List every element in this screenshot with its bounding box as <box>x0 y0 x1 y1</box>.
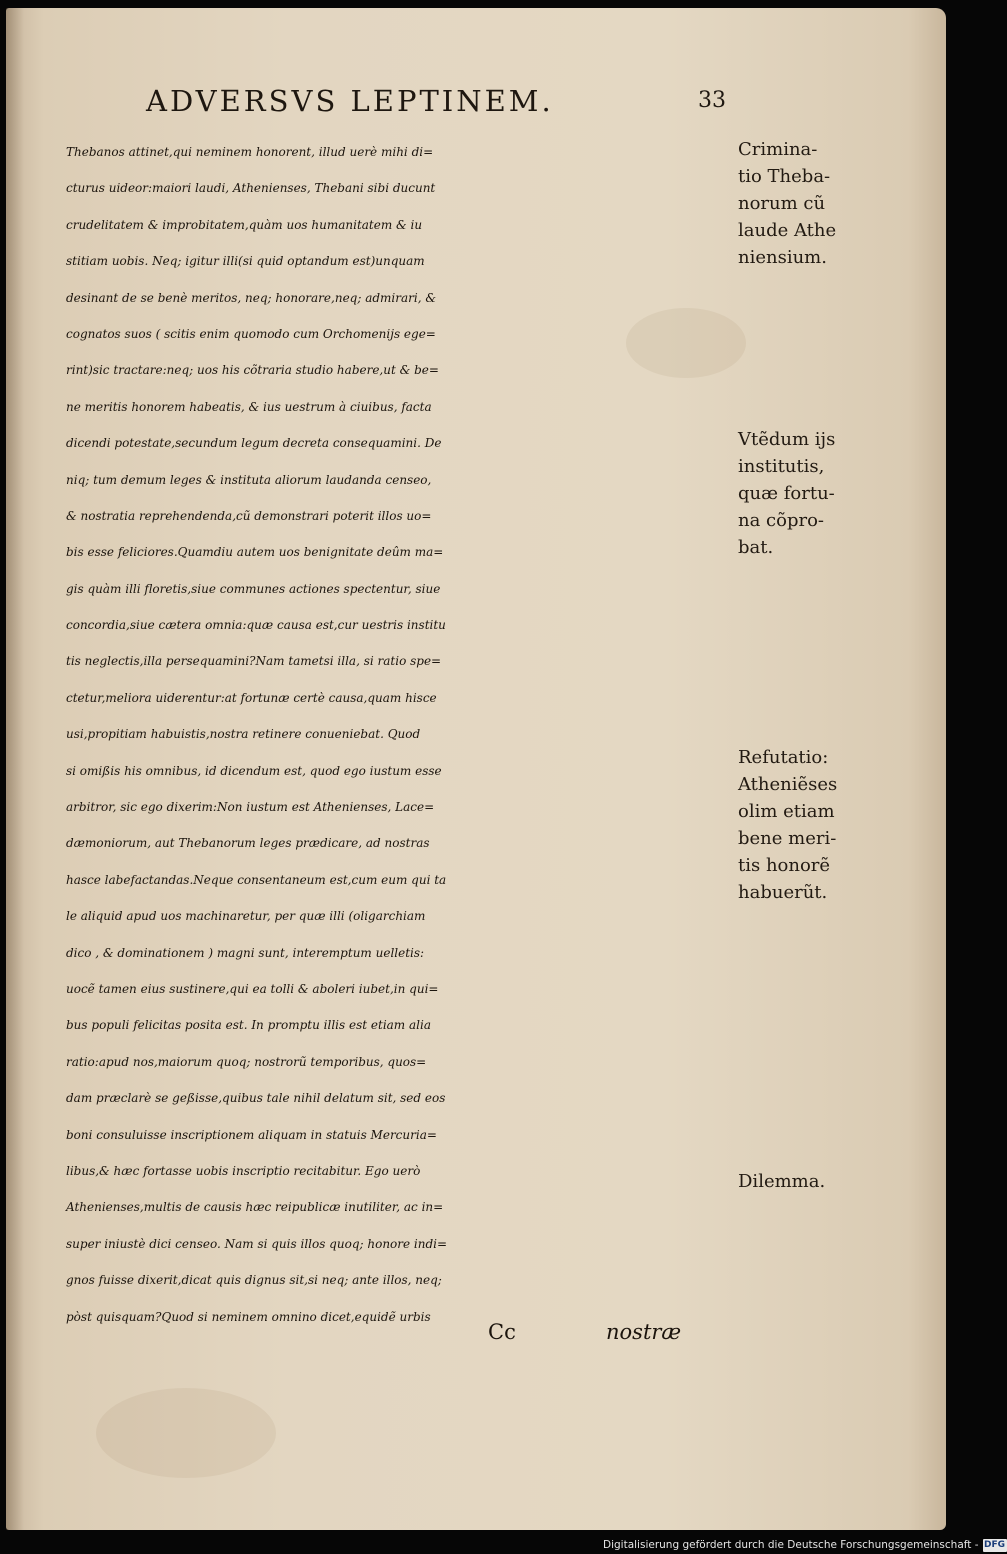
marginal-line: Atheniẽses <box>738 774 838 795</box>
credit-text: Digitalisierung gefördert durch die Deutsche Forschungsgemeinschaft - <box>603 1539 979 1551</box>
text-line: Thebanos attinet,qui neminem honorent, illud uerè mihi di= <box>66 145 434 159</box>
signature-mark: Cc <box>488 1320 516 1344</box>
digitization-credit <box>603 1537 1007 1553</box>
text-line: si omißis his omnibus, id dicendum est, quod ego iustum esse <box>66 763 442 778</box>
marginal-line: laude Athe <box>738 220 837 241</box>
text-line: boni consuluisse inscriptionem aliquam in statuis Mercuria= <box>66 1127 437 1142</box>
marginal-line: olim etiam <box>738 801 835 822</box>
book-page <box>6 8 946 1530</box>
text-line: dico , & dominationem ) magni sunt, interemptum uelletis: <box>66 945 425 960</box>
gutter-shadow <box>6 8 24 1530</box>
marginal-note-utendum <box>738 426 938 561</box>
text-line: dæmoniorum, aut Thebanorum leges prædicare, ad nostras <box>66 836 430 851</box>
marginal-note-dilemma <box>738 1168 938 1195</box>
text-line: bis esse feliciores.Quamdiu autem uos benignitate deûm ma= <box>66 545 444 560</box>
text-line: & nostratia reprehendenda,cũ demonstrari poterit illos uo= <box>66 508 432 523</box>
paper-stain <box>96 1388 276 1478</box>
text-line: niq; tum demum leges & instituta aliorum laudanda censeo, <box>66 472 432 487</box>
text-line: bus populi felicitas posita est. In promptu illis est etiam alia <box>66 1018 431 1033</box>
text-line: super iniustè dici censeo. Nam si quis illos quoq; honore indi= <box>66 1236 448 1251</box>
marginal-line: institutis, <box>738 456 825 477</box>
marginal-note-refutatio <box>738 744 938 906</box>
text-line: dam præclarè se geßisse,quibus tale nihil delatum sit, sed eos <box>66 1091 446 1106</box>
marginal-line: tis honorẽ <box>738 855 831 876</box>
text-line: usi,propitiam habuistis,nostra retinere conueniebat. Quod <box>66 727 421 742</box>
text-line: ctetur,meliora uiderentur:at fortunæ certè causa,quam hisce <box>66 690 437 705</box>
text-line: rint)sic tractare:neq; uos his cõtraria studio habere,ut & be= <box>66 363 439 378</box>
page-number: 33 <box>698 88 726 113</box>
marginal-line: bene meri- <box>738 828 837 849</box>
main-text-column <box>66 134 726 1335</box>
text-line: gis quàm illi floretis,siue communes actiones spectentur, siue <box>66 581 441 596</box>
text-line: cturus uideor:maiori laudi, Athenienses, Thebani sibi ducunt <box>66 181 436 196</box>
text-line: arbitror, sic ego dixerim:Non iustum est Athenienses, Lace= <box>66 800 435 815</box>
running-head: ADVERSVS LEPTINEM. <box>146 84 554 118</box>
text-line: ratio:apud nos,maiorum quoq; nostrorũ temporibus, quos= <box>66 1054 427 1069</box>
text-line: concordia,siue cætera omnia:quæ causa est,cur uestris institu <box>66 618 446 633</box>
text-line: Athenienses,multis de causis hæc reipublicæ inutiliter, ac in= <box>66 1200 444 1215</box>
marginal-line: norum cũ <box>738 193 826 214</box>
text-line: tis neglectis,illa persequamini?Nam tametsi illa, si ratio spe= <box>66 654 442 669</box>
text-line: hasce labefactandas.Neque consentaneum est,cum eum qui ta <box>66 872 447 887</box>
catchword: nostræ <box>606 1320 682 1344</box>
text-line: dicendi potestate,secundum legum decreta consequamini. De <box>66 436 442 451</box>
marginal-line: Dilemma. <box>738 1171 826 1192</box>
text-line: libus,& hæc fortasse uobis inscriptio recitabitur. Ego uerò <box>66 1163 421 1178</box>
text-line: gnos fuisse dixerit,dicat quis dignus sit,si neq; ante illos, neq; <box>66 1273 442 1288</box>
text-line: crudelitatem & improbitatem,quàm uos humanitatem & iu <box>66 217 423 232</box>
marginal-note-crimina <box>738 136 938 271</box>
marginal-line: tio Theba- <box>738 166 831 187</box>
text-line: le aliquid apud uos machinaretur, per quæ illi (oligarchiam <box>66 909 426 924</box>
marginal-line: Crimina- <box>738 139 818 160</box>
marginal-line: quæ fortu- <box>738 483 835 504</box>
marginal-line: habuerũt. <box>738 882 828 903</box>
text-line: desinant de se benè meritos, neq; honorare,neq; admirari, & <box>66 290 437 305</box>
text-line: ne meritis honorem habeatis, & ius uestrum à ciuibus, facta <box>66 399 432 414</box>
text-line: uocẽ tamen eius sustinere,qui ea tolli & aboleri iubet,in qui= <box>66 981 439 996</box>
marginal-line: Refutatio: <box>738 747 829 768</box>
text-line: stitiam uobis. Neq; igitur illi(si quid optandum est)unquam <box>66 254 425 269</box>
page-header <box>146 84 726 124</box>
marginal-line: na cõpro- <box>738 510 825 531</box>
marginal-line: niensium. <box>738 247 827 268</box>
text-line: pòst quisquam?Quod si neminem omnino dicet,equidẽ urbis <box>66 1309 431 1324</box>
dfg-logo-icon: DFG <box>984 1539 1006 1550</box>
marginal-line: bat. <box>738 537 774 558</box>
marginal-line: Vtẽdum ijs <box>738 429 836 450</box>
text-line: cognatos suos ( scitis enim quomodo cum Orchomenijs ege= <box>66 326 436 341</box>
